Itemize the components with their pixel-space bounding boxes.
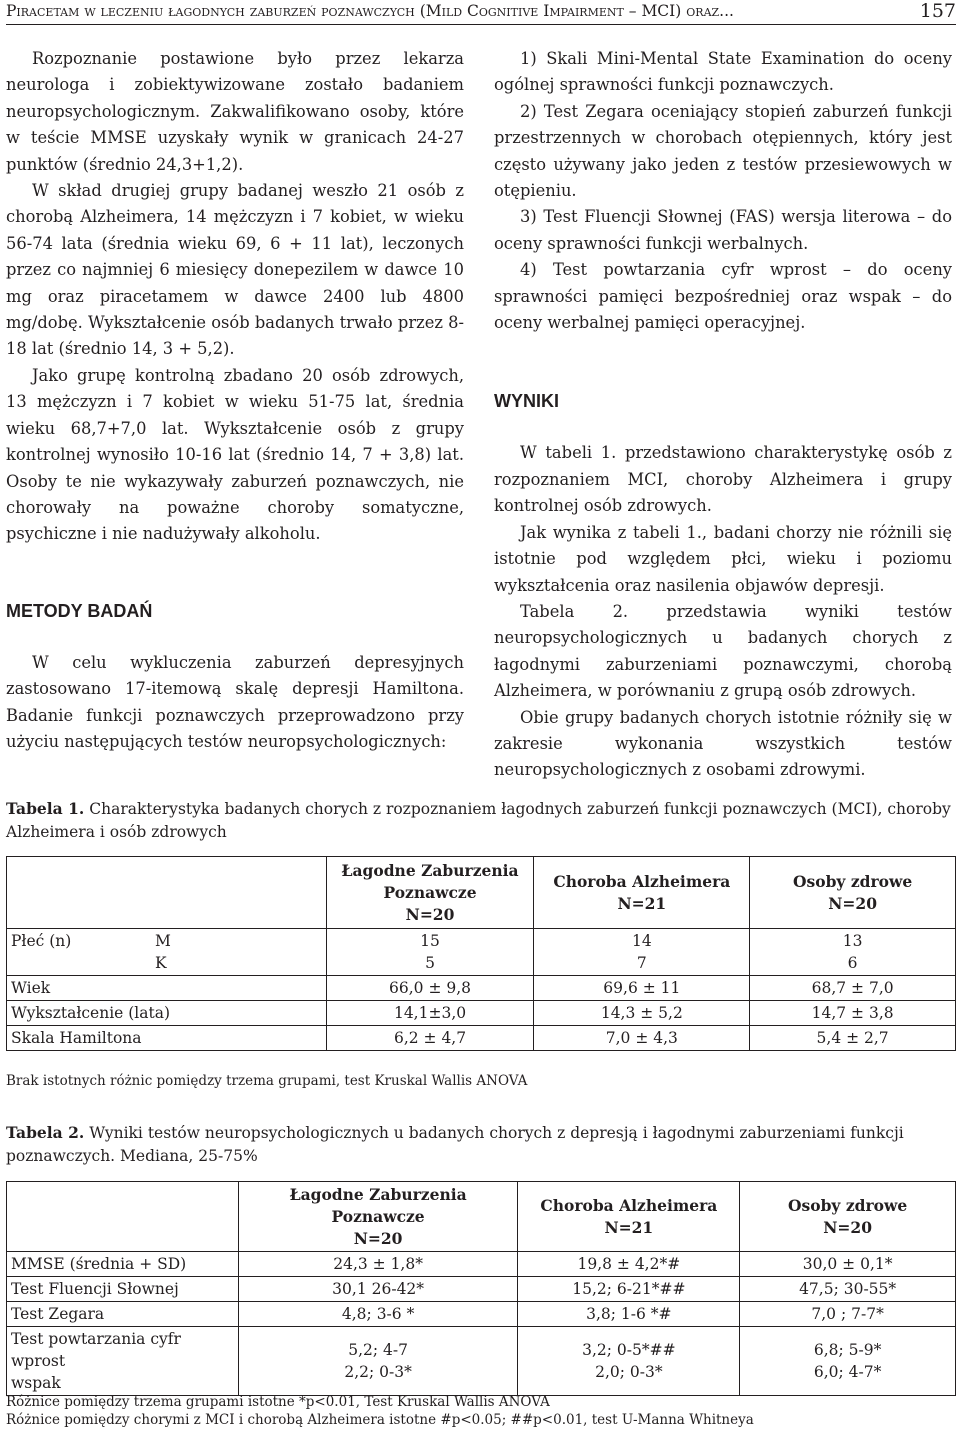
header-ad: Choroba Alzheimera N=21	[534, 857, 750, 929]
cell-healthy: 14,7 ± 3,8	[750, 1001, 956, 1026]
cell-healthy: 7,0 ; 7-7*	[740, 1302, 956, 1327]
table-row	[7, 1252, 956, 1277]
table1-caption-label: Tabela 1.	[6, 799, 85, 818]
cell-healthy: 47,5; 30-55*	[740, 1277, 956, 1302]
table2-note-2: Różnice pomiędzy chorymi z MCI i chorobą Alzheimera istotne #p<0.05; ##p<0.01, test U-Manna Whitneya	[6, 1412, 754, 1428]
paragraph: Rozpoznanie postawione było przez lekarza neurologa i zobiektywizowane zostało badaniem neuropsychologicznym. Zakwalifikowano osoby, które w teście MMSE uzyskały wynik w granicach 24-27 punktów (średnio 24,3+1,2).	[6, 49, 464, 174]
row-label: Test Zegara	[7, 1302, 239, 1327]
paragraph: Obie grupy badanych chorych istotnie różniły się w zakresie wykonania wszystkich testów neuropsychologicznych z osobami zdrowymi.	[494, 707, 952, 780]
cell-ad: 69,6 ± 11	[534, 976, 750, 1001]
header-healthy: Osoby zdrowe N=20	[740, 1182, 956, 1252]
cell-ad: 14,3 ± 5,2	[534, 1001, 750, 1026]
header-mci: Łagodne Zaburzenia Poznawcze N=20	[238, 1182, 518, 1252]
header-mci: Łagodne Zaburzenia Poznawcze N=20	[326, 857, 534, 929]
cell-ad: 7,0 ± 4,3	[534, 1026, 750, 1051]
cell-mci: 14,1±3,0	[326, 1001, 534, 1026]
running-header	[6, 0, 956, 25]
table-row	[7, 1277, 956, 1302]
paragraph: Tabela 2. przedstawia wyniki testów neuropsychologicznych u badanych chorych z łagodnymi zaburzeniami poznawczymi, chorobą Alzheimera, w porównaniu z grupą osób zdrowych.	[494, 601, 952, 701]
table-row	[7, 1327, 956, 1396]
row-label: Test powtarzania cyfr wprost wspak	[7, 1327, 239, 1396]
list-item: 2) Test Zegara oceniający stopień zaburzeń funkcji przestrzennych w chorobach otępiennych, który jest często używany jako jeden z testów przesiewowych w otępieniu.	[494, 101, 952, 201]
row-label: Płeć (n) M K	[7, 929, 327, 976]
cell-healthy: 68,7 ± 7,0	[750, 976, 956, 1001]
cell-healthy: 13 6	[750, 929, 956, 976]
table2	[6, 1181, 956, 1396]
table-header-row	[7, 857, 956, 929]
list-item: 1) Skali Mini-Mental State Examination do oceny ogólnej sprawności funkcji poznawczych.	[494, 49, 952, 95]
paragraph: Jako grupę kontrolną zbadano 20 osób zdrowych, 13 mężczyzn i 7 kobiet w wieku 51-75 lat, średnia wieku 68,7+7,0 lat. Wykształcenie osób z grupy kontrolnej wynosiło 10-16 lat (średnio 14, 7 + 3,8) lat. Osoby te nie wykazywały zaburzeń poznawczych, nie chorowały na poważne choroby somatyczne, psychiczne i nie nadużywały alkoholu.	[6, 365, 464, 544]
header-ad: Choroba Alzheimera N=21	[518, 1182, 740, 1252]
cell-healthy: 30,0 ± 0,1*	[740, 1252, 956, 1277]
list-item: 4) Test powtarzania cyfr wprost – do oceny sprawności pamięci bezpośredniej oraz wspak – do oceny werbalnej pamięci operacyjnej.	[494, 260, 952, 333]
cell-mci: 6,2 ± 4,7	[326, 1026, 534, 1051]
left-column	[6, 46, 464, 755]
table1-caption-text: Charakterystyka badanych chorych z rozpoznaniem łagodnych zaburzeń funkcji poznawczych (MCI), choroby Alzheimera i osób zdrowych	[6, 800, 951, 841]
table1-caption	[6, 798, 956, 843]
cell-ad: 14 7	[534, 929, 750, 976]
paragraph: W celu wykluczenia zaburzeń depresyjnych zastosowano 17-itemową skalę depresji Hamiltona. Badanie funkcji poznawczych przeprowadzono przy użyciu następujących testów neuropsychologicznych:	[6, 652, 464, 751]
table-row	[7, 929, 956, 976]
section-title-results: WYNIKI	[494, 391, 559, 412]
table1-note: Brak istotnych różnic pomiędzy trzema grupami, test Kruskal Wallis ANOVA	[6, 1073, 528, 1089]
table-header-empty	[7, 857, 327, 929]
cell-mci: 15 5	[326, 929, 534, 976]
row-label: Skala Hamiltona	[7, 1026, 327, 1051]
cell-healthy: 5,4 ± 2,7	[750, 1026, 956, 1051]
row-label: Wiek	[7, 976, 327, 1001]
page-number: 157	[919, 0, 956, 22]
right-column	[494, 46, 952, 784]
table-header-empty	[7, 1182, 239, 1252]
cell-mci: 24,3 ± 1,8*	[238, 1252, 518, 1277]
cell-ad: 15,2; 6-21*##	[518, 1277, 740, 1302]
cell-ad: 3,8; 1-6 *#	[518, 1302, 740, 1327]
cell-mci: 66,0 ± 9,8	[326, 976, 534, 1001]
row-label: Test Fluencji Słownej	[7, 1277, 239, 1302]
table2-caption-label: Tabela 2.	[6, 1123, 85, 1142]
cell-mci: 30,1 26-42*	[238, 1277, 518, 1302]
table2-caption-text: Wyniki testów neuropsychologicznych u badanych chorych z depresją i łagodnymi zaburzeniami funkcji poznawczych. Mediana, 25-75%	[6, 1124, 904, 1165]
paragraph: Jak wynika z tabeli 1., badani chorzy nie różnili się istotnie pod względem płci, wieku i poziomu wykształcenia oraz nasilenia objawów depresji.	[494, 522, 952, 595]
paragraph: W tabeli 1. przedstawiono charakterystykę osób z rozpoznaniem MCI, choroby Alzheimera i grupy kontrolnej osób zdrowych.	[494, 443, 952, 516]
table1	[6, 856, 956, 1051]
row-label: Wykształcenie (lata)	[7, 1001, 327, 1026]
running-title: Piracetam w leczeniu łagodnych zaburzeń poznawczych (Mild Cognitive Impairment – MCI) oraz...	[6, 2, 734, 20]
cell-healthy: 6,8; 5-9* 6,0; 4-7*	[740, 1327, 956, 1396]
cell-mci: 5,2; 4-7 2,2; 0-3*	[238, 1327, 518, 1396]
table-row	[7, 1026, 956, 1051]
paragraph: W skład drugiej grupy badanej weszło 21 osób z chorobą Alzheimera, 14 mężczyzn i 7 kobiet, w wieku 56-74 lata (średnia wieku 69, 6 + 11 lat), leczonych przez co najmniej 6 miesięcy donepezilem w dawce 10 mg oraz piracetamem w dawce 2400 lub 4800 mg/dobę. Wykształcenie osób badanych trwało przez 8-18 lat (średnio 14, 3 + 5,2).	[6, 181, 464, 359]
row-label: MMSE (średnia + SD)	[7, 1252, 239, 1277]
table-row	[7, 976, 956, 1001]
table-header-row	[7, 1182, 956, 1252]
section-title-methods: METODY BADAŃ	[6, 600, 153, 621]
cell-ad: 3,2; 0-5*## 2,0; 0-3*	[518, 1327, 740, 1396]
table2-note-1: Różnice pomiędzy trzema grupami istotne *p<0.01, Test Kruskal Wallis ANOVA	[6, 1394, 550, 1410]
cell-mci: 4,8; 3-6 *	[238, 1302, 518, 1327]
table-row	[7, 1001, 956, 1026]
cell-ad: 19,8 ± 4,2*#	[518, 1252, 740, 1277]
header-healthy: Osoby zdrowe N=20	[750, 857, 956, 929]
table2-caption	[6, 1122, 956, 1167]
table-row	[7, 1302, 956, 1327]
list-item: 3) Test Fluencji Słownej (FAS) wersja literowa – do oceny sprawności funkcji werbalnych.	[494, 207, 952, 253]
